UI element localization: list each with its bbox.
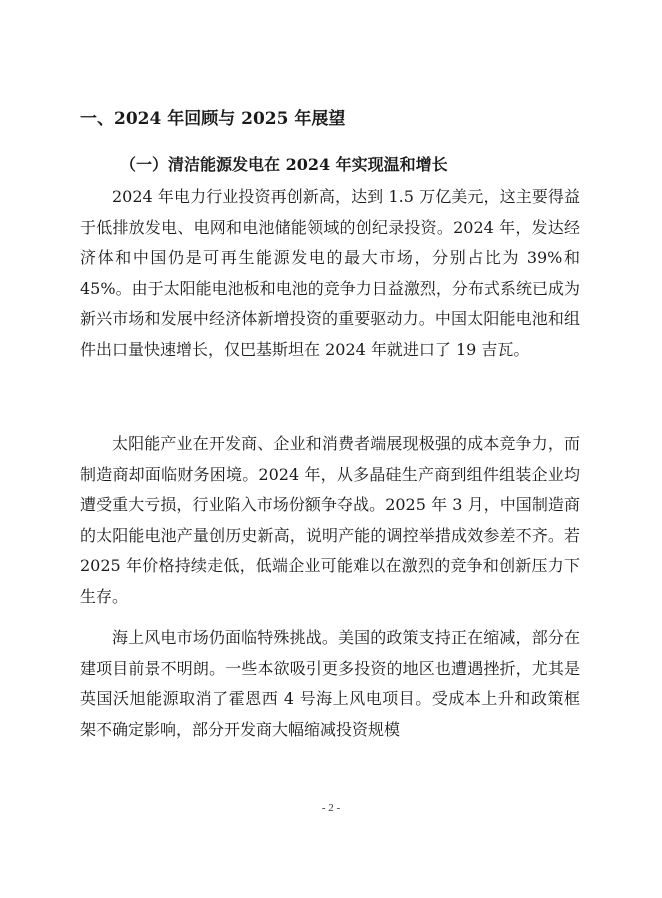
paragraph-offshore-wind: 海上风电市场仍面临特殊挑战。美国的政策支持正在缩减，部分在建项目前景不明朗。一些本欲吸引更多投资的地区也遭遇挫折，尤其是英国沃旭能源取消了霍恩西 4 号海上风电项目。受成本上升和政策框架不确定影响，部分开发商大幅缩减投资规模 — [80, 628, 580, 739]
paragraph-solar-industry: 太阳能产业在开发商、企业和消费者端展现极强的成本竞争力，而制造商却面临财务困境。2024 年，从多晶硅生产商到组件组装企业均遭受重大亏损，行业陷入市场份额争夺战。2025 年 3 月，中国制造商的太阳能电池产量创历史新高，说明产能的调控举措成效参差不齐。若 2025 年价格持续走低，低端企业可能难以在激烈的竞争和创新压力下生存。 — [80, 434, 580, 606]
paragraph-investment: 2024 年电力行业投资再创新高，达到 1.5 万亿美元，这主要得益于低排放发电、电网和电池储能领域的创纪录投资。2024 年，发达经济体和中国仍是可再生能源发电的最大市场，分别占比为 39%和 45%。由于太阳能电池板和电池的竞争力日益激烈，分布式系统已成为新兴市场和发展中经济体新增投资的重要驱动力。中国太阳能电池和组件出口量快速增长，仅巴基斯坦在 2024 年就进口了 19 吉瓦。 — [80, 187, 580, 359]
section-heading: 一、2024 年回顾与 2025 年展望 — [80, 109, 346, 129]
page-number: - 2 - — [321, 802, 341, 814]
subsection-heading: （一）清洁能源发电在 2024 年实现温和增长 — [120, 155, 448, 174]
